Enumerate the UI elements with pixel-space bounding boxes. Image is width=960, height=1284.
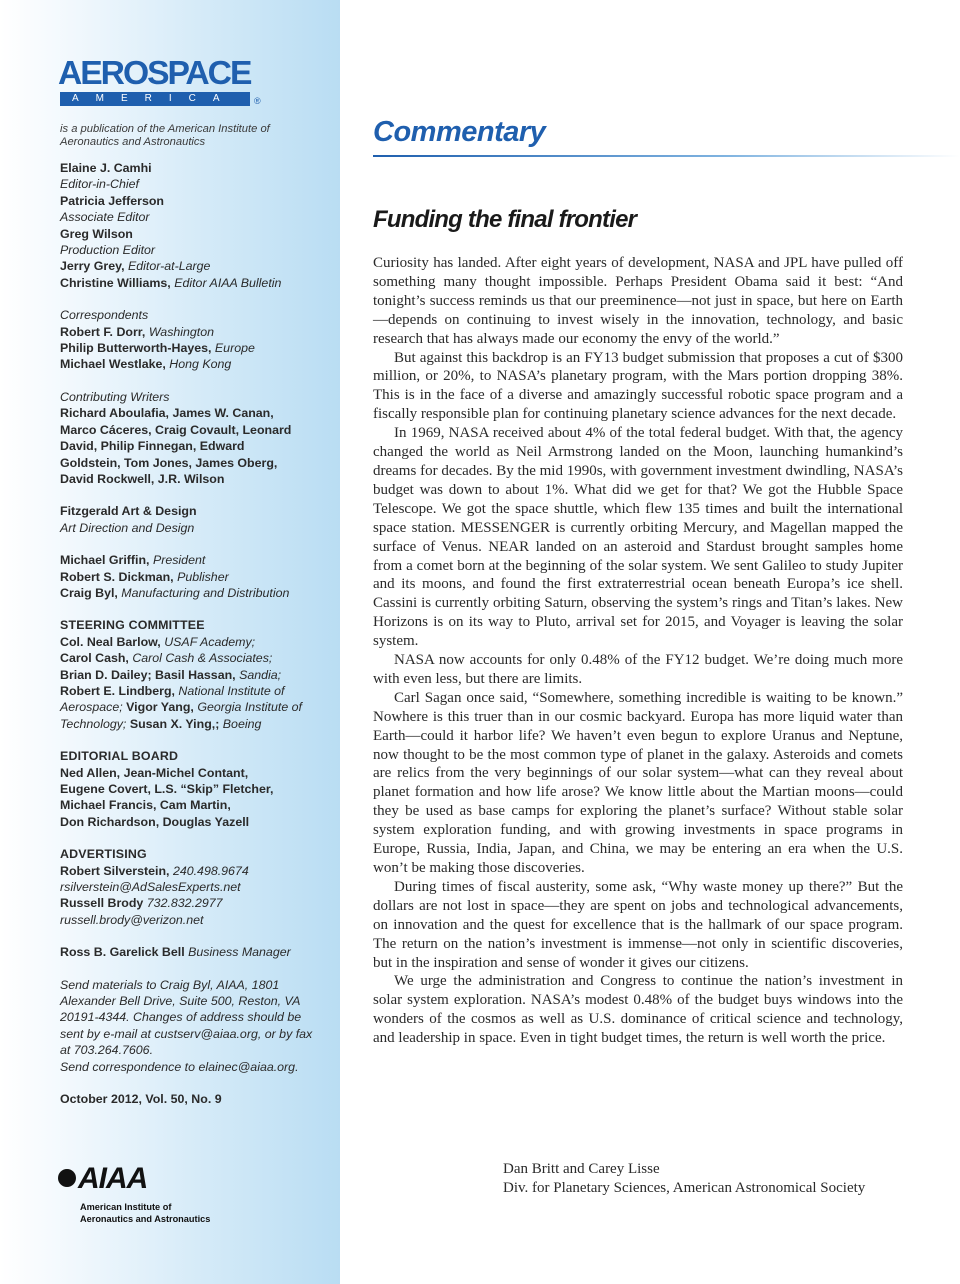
advertising-contact: Russell Brody 732.832.2977 bbox=[60, 896, 223, 911]
contributing-label: Contributing Writers bbox=[60, 389, 170, 404]
staff-entry: Christine Williams, Editor AIAA Bulletin bbox=[60, 275, 282, 290]
contributing-line: Richard Aboulafia, James W. Canan, bbox=[60, 406, 274, 421]
officer: Craig Byl, Manufacturing and Distribution bbox=[60, 585, 290, 600]
staff-name: Elaine J. Camhi bbox=[60, 161, 152, 175]
send-materials-line: Send correspondence to elainec@aiaa.org. bbox=[60, 1059, 299, 1074]
officer: Michael Griffin, President bbox=[60, 553, 206, 568]
committee-line: Robert E. Lindberg, National Institute of bbox=[60, 683, 285, 698]
author-affiliation: Div. for Planetary Sciences, American Astronomical Society bbox=[503, 1179, 866, 1196]
staff-name: Greg Wilson bbox=[60, 226, 133, 241]
committee-line: Carol Cash, Carol Cash & Associates; bbox=[60, 651, 273, 666]
section-heading: Commentary bbox=[373, 116, 546, 148]
editorial-board-label: EDITORIAL BOARD bbox=[60, 749, 179, 764]
board-line: Ned Allen, Jean-Michel Contant, bbox=[60, 765, 249, 780]
board-line: Eugene Covert, L.S. “Skip” Fletcher, bbox=[60, 782, 274, 796]
logo-wordmark: AEROSPACE bbox=[58, 54, 251, 91]
correspondent: Philip Butterworth-Hayes, Europe bbox=[60, 341, 255, 356]
aiaa-mark: AIAA bbox=[58, 1162, 258, 1196]
business-manager: Ross B. Garelick Bell Business Manager bbox=[60, 945, 291, 960]
advertising-label: ADVERTISING bbox=[60, 847, 147, 862]
staff-entry: Jerry Grey, Editor-at-Large bbox=[60, 259, 211, 274]
aerospace-america-logo bbox=[58, 54, 268, 106]
contributing-line: David, Philip Finnegan, Edward bbox=[60, 439, 245, 454]
staff-role: Editor-in-Chief bbox=[60, 177, 139, 192]
advertising-email: russell.brody@verizon.net bbox=[60, 912, 204, 927]
committee-line: Brian D. Dailey; Basil Hassan, Sandia; bbox=[60, 667, 282, 682]
advertising-email: rsilverstein@AdSalesExperts.net bbox=[60, 880, 241, 895]
publication-note: is a publication of the American Institute of Aeronautics and Astronautics bbox=[60, 123, 270, 148]
section-rule bbox=[373, 155, 960, 157]
art-direction-name: Fitzgerald Art & Design bbox=[60, 504, 197, 519]
committee-line: Col. Neal Barlow, USAF Academy; bbox=[60, 634, 256, 649]
article-paragraph: NASA now accounts for only 0.48% of the FY12 budget. We’re doing much more with even less, but there are limits. bbox=[373, 652, 903, 687]
officer: Robert S. Dickman, Publisher bbox=[60, 569, 229, 584]
aiaa-name: American Institute of Aeronautics and Astronautics bbox=[80, 1202, 211, 1224]
committee-line: Aerospace; Vigor Yang, Georgia Institute of bbox=[60, 700, 303, 715]
aiaa-emblem-icon bbox=[58, 1169, 76, 1187]
registered-mark: ® bbox=[254, 96, 261, 106]
send-materials-line: Alexander Bell Drive, Suite 500, Reston, VA bbox=[60, 994, 301, 1009]
board-line: Michael Francis, Cam Martin, bbox=[60, 798, 231, 813]
staff-name: Patricia Jefferson bbox=[60, 193, 164, 208]
author-signature bbox=[503, 1160, 865, 1198]
article-paragraph: Carl Sagan once said, “Somewhere, something incredible is waiting to be known.” Nowhere is this truer than in our cosmic backyard. Europa has more liquid water than Earth—could it harbor life? We haven’t even begun to explore Uranus and Neptune, now thought to be the most common type of planet in the galaxy. Asteroids and comets are relics from the very beginnings of our solar system—what can they reveal about planet formation and how life arose? We know little about the Martian moons—could they be used as base camps for exploring the planet’s surface? Without stable solar system exploration funding, and with growing investments in space programs in Europe, Russia, India, Japan, and China, we may be entering an era when the U.S. won’t be making those discoveries. bbox=[373, 689, 903, 876]
send-materials-line: Send materials to Craig Byl, AIAA, 1801 bbox=[60, 977, 280, 992]
article-paragraph: We urge the administration and Congress to continue the nation’s investment in solar system exploration. NASA’s modest 0.48% of the budget buys windows into the wonders of the cosmos as well as U.S. dominance of critical science and technology, and leadership in space. Even in tight budget times, the return is well worth the price. bbox=[373, 973, 903, 1047]
committee-line: Technology; Susan X. Ying,; Boeing bbox=[60, 716, 262, 731]
staff-role: Associate Editor bbox=[60, 210, 150, 225]
send-materials-line: sent by e-mail at custserv@aiaa.org, or by fax bbox=[60, 1026, 313, 1041]
staff-listing bbox=[60, 160, 330, 1108]
steering-committee-label: STEERING COMMITTEE bbox=[60, 618, 205, 633]
masthead-sidebar bbox=[0, 0, 340, 1284]
article-paragraph: During times of fiscal austerity, some ask, “Why waste money up there?” But the dollars are not lost in space—they are spent on jobs and technological advancements, on innovation and the quest for excellence that is the hallmark of our space program. The return on the nation’s investment is immense—not only in scientific discoveries, but in the inspiration and sense of wonder it gives our citizens. bbox=[373, 878, 903, 971]
logo-band: AMERICA bbox=[60, 92, 250, 106]
art-direction-role: Art Direction and Design bbox=[60, 520, 195, 535]
correspondent: Robert F. Dorr, Washington bbox=[60, 324, 215, 339]
correspondents-label: Correspondents bbox=[60, 308, 149, 323]
author-names: Dan Britt and Carey Lisse bbox=[503, 1161, 660, 1177]
send-materials-line: at 703.264.7606. bbox=[60, 1043, 154, 1058]
issue-info: October 2012, Vol. 50, No. 9 bbox=[60, 1092, 222, 1107]
contributing-line: David Rockwell, J.R. Wilson bbox=[60, 471, 225, 486]
article-paragraph: In 1969, NASA received about 4% of the total federal budget. With that, the agency changed the world as Neil Armstrong landed on the Moon, launching humankind’s dreams for decades. By the mid 1990s, with government investment dwindling, NASA’s budget was down to about 1%. What did we get for that? We got the Hubble Space Telescope. We got the space shuttle, which flew 135 times and built the international space station. MESSENGER is currently orbiting Mercury, and Magellan mapped the surface of Venus. NEAR landed on an asteroid and Stardust brought samples home from a comet born at the beginning of the solar system. We sent Galileo to study Jupiter and its moons, and found the first extraterrestrial ocean beneath Europa’s ice shell. Cassini is currently orbiting Saturn, observing the system’s rings and Titan’s lakes. New Horizons is on its way to Pluto, arrival set for 2015, and Voyager is leaving the solar system. bbox=[373, 425, 903, 650]
staff-role: Production Editor bbox=[60, 243, 156, 258]
article-paragraph: But against this backdrop is an FY13 budget submission that proposes a cut of $300 million, or 20%, to NASA’s planetary program, with the Mars portion dropping 38%. This is in the face of a diverse and amazingly successful robotic space program and a fiscally responsible plan for continuing planetary science advances for the next decade. bbox=[373, 349, 903, 423]
article-paragraph: Curiosity has landed. After eight years of development, NASA and JPL have pulled off something many thought impossible. Perhaps President Obama said it best: “And tonight’s success reminds us that our preeminence—not just in space, but here on Earth—depends on continuing to invest wisely in the innovation, technology, and basic research that has always made our economy the envy of the world.” bbox=[373, 255, 903, 347]
aiaa-logo bbox=[58, 1162, 258, 1224]
board-line: Don Richardson, Douglas Yazell bbox=[60, 814, 250, 829]
correspondent: Michael Westlake, Hong Kong bbox=[60, 357, 232, 372]
contributing-line: Goldstein, Tom Jones, James Oberg, bbox=[60, 455, 278, 470]
contributing-line: Marco Cáceres, Craig Covault, Leonard bbox=[60, 422, 292, 437]
send-materials-line: 20191-4344. Changes of address should be bbox=[60, 1010, 302, 1025]
article-body bbox=[373, 254, 903, 1048]
article-title: Funding the final frontier bbox=[373, 206, 637, 233]
advertising-contact: Robert Silverstein, 240.498.9674 bbox=[60, 863, 249, 878]
